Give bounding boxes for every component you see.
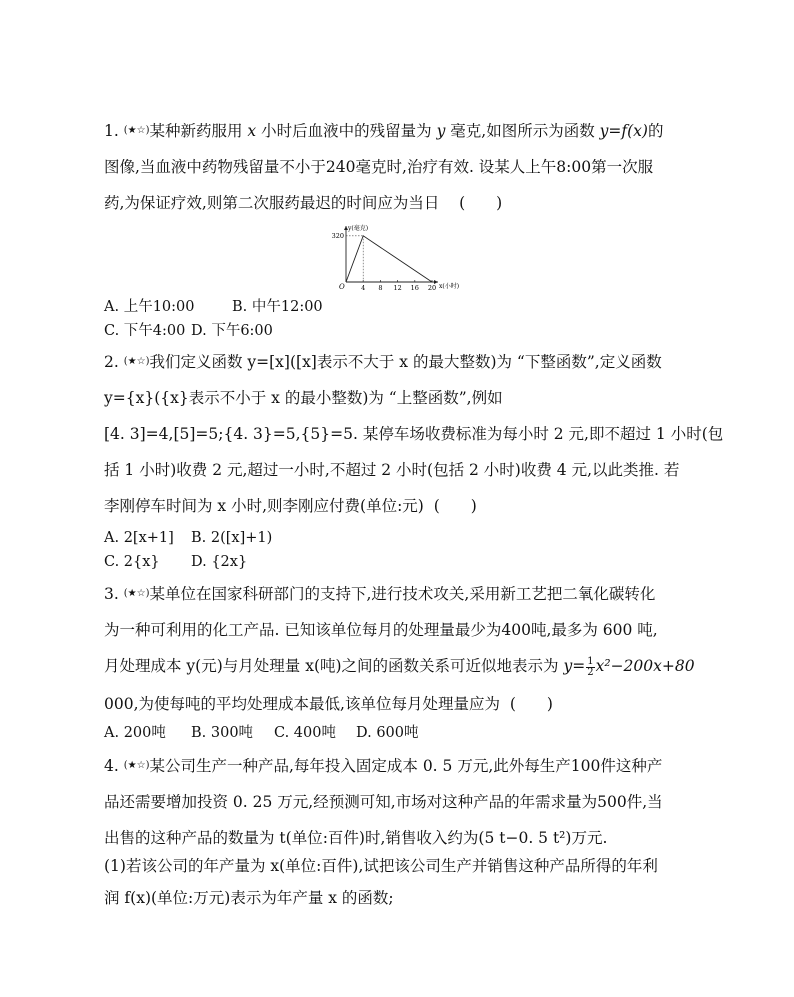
q1-option-b[interactable]: B. 中午12:00 [232,299,323,315]
x-tick-label: 20 [427,284,437,292]
q2-option-d[interactable]: D. {2x} [191,554,248,570]
q1-answer-bracket[interactable]: ( ) [459,194,503,212]
q2-option-b[interactable]: B. 2([x]+1) [191,530,273,546]
q1-line3: 药,为保证疗效,则第二次服药最迟的时间应为当日 ( ) [104,194,503,212]
q1-line2: 图像,当血液中药物残留量不小于240毫克时,治疗有效. 设某人上午8:00第一次服 [104,158,654,176]
q4-line3: 出售的这种产品的数量为 t(单位:百件)时,销售收入约为(5 t−0. 5 t²)万元. [104,829,608,847]
q3-line2: 为一种可利用的化工产品. 已知该单位每月的处理量最少为400吨,最多为 600 吨, [104,621,658,639]
q2-line4: 括 1 小时)收费 2 元,超过一小时,不超过 2 小时(包括 2 小时)收费 4 元,以此类推. 若 [104,461,680,479]
origin-label: O [339,283,345,291]
q2-option-a[interactable]: A. 2[x+1] [104,530,174,546]
one-half-fraction: $\frac{1}{2}$ [587,655,594,678]
q2-answer-bracket[interactable]: ( ) [433,497,477,515]
q3-option-b[interactable]: B. 300吨 [191,725,254,741]
q2-line1: 2. (★☆)我们定义函数 y=[x]([x]表示不大于 x 的最大整数)为 “下整函数”,定义函数 [104,353,662,371]
q1-line1: 1. (★☆)某种新药服用 x 小时后血液中的残留量为 y 毫克,如图所示为函数 y=f(x)的 [104,122,664,140]
x-tick-label: 12 [393,284,402,292]
residual-drug-graph [326,220,466,294]
q2-option-c[interactable]: C. 2{x} [104,554,160,570]
q3-option-a[interactable]: A. 200吨 [104,725,166,741]
q4-line2: 品还需要增加投资 0. 25 万元,经预测可知,市场对这种产品的年需求量为500件,当 [104,793,663,811]
q1-option-a[interactable]: A. 上午10:00 [104,299,195,315]
q1-option-d[interactable]: D. 下午6:00 [191,323,273,339]
x-tick-label: 16 [410,284,419,292]
y-tick-label: 320 [331,231,344,240]
q4-part1-line2: 润 f(x)(单位:万元)表示为年产量 x 的函数; [104,889,394,907]
q3-option-c[interactable]: C. 400吨 [274,725,336,741]
q3-line1: 3. (★☆)某单位在国家科研部门的支持下,进行技术攻关,采用新工艺把二氧化碳转化 [104,585,656,603]
q3-line3: 月处理成本 y(元)与月处理量 x(吨)之间的函数关系可近似地表示为 y= $\frac{1}{2}$ x²−200x+80 [104,655,695,678]
q3-answer-bracket[interactable]: ( ) [509,695,553,713]
q1-option-c[interactable]: C. 下午4:00 [104,323,186,339]
q3-option-d[interactable]: D. 600吨 [356,725,419,741]
q2-line5: 李刚停车时间为 x 小时,则李刚应付费(单位:元) ( ) [104,497,477,515]
x-axis-label: x(小时) [439,283,460,290]
q2-line2: y={x}({x}表示不小于 x 的最小整数)为 “上整函数”,例如 [104,389,503,407]
x-tick-label: 8 [378,284,383,292]
x-tick-label: 4 [361,284,366,292]
q2-line3: [4. 3]=4,[5]=5;{4. 3}=5,{5}=5. 某停车场收费标准为每小时 2 元,即不超过 1 小时(包 [104,425,724,443]
q3-line4: 000,为使每吨的平均处理成本最低,该单位每月处理量应为 ( ) [104,695,553,713]
q4-part1-line1: (1)若该公司的年产量为 x(单位:百件),试把该公司生产并销售这种产品所得的年利 [104,857,658,875]
residual-line [346,236,432,282]
q4-line1: 4. (★☆)某公司生产一种产品,每年投入固定成本 0. 5 万元,此外每生产100件这种产 [104,757,663,775]
y-axis-label: y(毫克) [348,225,369,232]
